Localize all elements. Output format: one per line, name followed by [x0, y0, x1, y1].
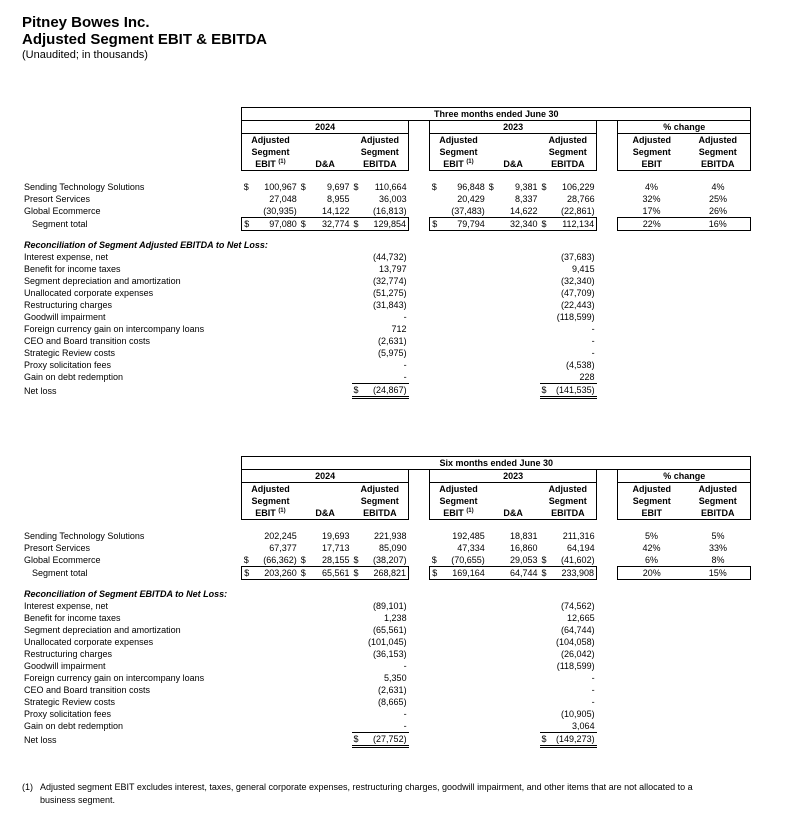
dollar-sign: $ [430, 218, 441, 231]
recon-current: - [403, 312, 407, 322]
recon-prior: (118,599) [556, 661, 595, 671]
recon-prior: - [591, 348, 595, 358]
col-label: Segment [360, 147, 399, 157]
recon-label: Restructuring charges [24, 649, 113, 659]
reconciliation-row [22, 347, 772, 359]
dollar-sign: $ [430, 567, 441, 580]
footnote-ref: (1) [278, 159, 286, 165]
recon-label: Strategic Review costs [24, 697, 116, 707]
reconciliation-row [22, 660, 772, 672]
pri-da: 32,340 [497, 218, 539, 231]
recon-current: (101,045) [368, 637, 407, 647]
pct-ebitda: 33% [709, 543, 728, 553]
col-label: Segment [360, 496, 399, 506]
dollar-sign: $ [243, 182, 249, 192]
segment-row [22, 205, 772, 218]
cur-ebitda: 36,003 [379, 194, 407, 204]
dollar-sign: $ [352, 567, 363, 580]
pri-ebit: (37,483) [451, 206, 485, 216]
reconciliation-title: Reconciliation of Segment EBITDA to Net Loss: [24, 589, 228, 599]
cur-da: 14,122 [322, 206, 350, 216]
dollar-sign: $ [242, 218, 253, 231]
net-loss-current: (27,752) [362, 733, 408, 747]
segment-name: Segment total [32, 219, 88, 229]
reconciliation-row [22, 624, 772, 636]
recon-label: Benefit for income taxes [24, 264, 121, 274]
segment-total-row [22, 567, 772, 580]
year-prior: 2023 [430, 121, 597, 134]
pri-ebitda: 28,766 [567, 194, 595, 204]
recon-prior: (10,905) [561, 709, 595, 719]
dollar-sign: $ [243, 555, 249, 565]
reconciliation-row [22, 612, 772, 624]
recon-label: Interest expense, net [24, 252, 109, 262]
recon-prior: - [591, 685, 595, 695]
recon-prior: (22,443) [561, 300, 595, 310]
col-head-da [299, 134, 352, 171]
dollar-sign: $ [540, 384, 551, 398]
recon-prior: (47,709) [561, 288, 595, 298]
col-head-da [487, 483, 540, 520]
net-loss-prior: (141,535) [550, 384, 596, 398]
footnote-marker: (1) [22, 782, 33, 792]
cur-ebit: 67,377 [269, 543, 297, 553]
reconciliation-row [22, 720, 772, 733]
pct-ebit: 22% [618, 218, 686, 231]
pri-ebit: 169,164 [440, 567, 486, 580]
cur-da: 9,697 [327, 182, 350, 192]
cur-ebit: 100,967 [264, 182, 297, 192]
recon-label: Strategic Review costs [24, 348, 116, 358]
pct-ebit: 6% [644, 555, 658, 565]
col-label: EBITDA [701, 508, 735, 518]
pri-da: 8,337 [515, 194, 538, 204]
recon-label: Proxy solicitation fees [24, 360, 112, 370]
reconciliation-row [22, 371, 772, 384]
recon-label: Foreign currency gain on intercompany loans [24, 673, 205, 683]
pri-ebitda: 106,229 [562, 182, 595, 192]
recon-prior: 228 [579, 372, 595, 382]
period-label: Six months ended June 30 [242, 457, 751, 470]
segment-name: Presort Services [24, 543, 91, 553]
pri-ebitda: 211,316 [562, 531, 595, 541]
recon-label: Segment depreciation and amortization [24, 625, 181, 635]
dollar-sign: $ [541, 555, 547, 565]
col-label: D&A [503, 508, 523, 518]
col-head-da [299, 483, 352, 520]
recon-prior: - [591, 697, 595, 707]
dollar-sign: $ [431, 555, 437, 565]
pri-da: 18,831 [510, 531, 538, 541]
pct-ebit: 17% [642, 206, 661, 216]
recon-prior: (74,562) [561, 601, 595, 611]
pri-ebit: 96,848 [457, 182, 485, 192]
year-current: 2024 [242, 121, 409, 134]
net-loss-current: (24,867) [362, 384, 408, 398]
recon-prior: - [591, 336, 595, 346]
pri-ebit: (70,655) [451, 555, 485, 565]
dollar-sign: $ [242, 567, 253, 580]
col-head-pct-ebitda [685, 134, 750, 171]
reconciliation-row [22, 311, 772, 323]
recon-prior: (104,058) [556, 637, 595, 647]
pct-ebit: 42% [642, 543, 661, 553]
reconciliation-row [22, 335, 772, 347]
dollar-sign: $ [353, 555, 359, 565]
col-label: D&A [315, 159, 335, 169]
col-label: Adjusted [548, 484, 588, 494]
col-head-ebit [430, 483, 487, 520]
recon-label: Foreign currency gain on intercompany loans [24, 324, 205, 334]
reconciliation-row [22, 263, 772, 275]
recon-label: Gain on debt redemption [24, 721, 124, 732]
pct-ebitda: 8% [711, 555, 725, 565]
recon-current: (36,153) [373, 649, 407, 659]
recon-label: Segment depreciation and amortization [24, 276, 181, 286]
col-label: Segment [251, 496, 290, 506]
col-label: EBITDA [551, 508, 585, 518]
col-head-spacer [242, 134, 299, 171]
recon-current: (2,631) [378, 336, 407, 346]
footnote-line-2: business segment. [40, 795, 116, 805]
pct-ebit: 20% [618, 567, 686, 580]
segment-total-row [22, 218, 772, 231]
col-label: Segment [439, 147, 478, 157]
recon-current: (31,843) [373, 300, 407, 310]
footnote-ref: (1) [466, 508, 474, 514]
cur-da: 65,561 [309, 567, 351, 580]
recon-label: CEO and Board transition costs [24, 685, 151, 695]
recon-current: (51,275) [373, 288, 407, 298]
col-label: EBITDA [551, 159, 585, 169]
col-head-ebit [430, 134, 487, 171]
col-label: Adjusted [698, 484, 738, 494]
col-head-ebitda [540, 134, 597, 171]
col-label: Adjusted [632, 135, 671, 145]
reconciliation-row [22, 684, 772, 696]
pct-ebitda: 4% [711, 182, 725, 192]
recon-current: 13,797 [379, 264, 407, 274]
reconciliation-row [22, 672, 772, 684]
pct-ebitda: 25% [709, 194, 728, 204]
report-title: Adjusted Segment EBIT & EBITDA [22, 31, 268, 48]
recon-label: Goodwill impairment [24, 312, 106, 322]
segment-row [22, 542, 772, 554]
pct-ebit: 5% [644, 531, 658, 541]
cur-da: 19,693 [322, 531, 350, 541]
col-head-pct-ebit [618, 483, 686, 520]
dollar-sign: $ [299, 567, 310, 580]
segment-name: Global Ecommerce [24, 206, 101, 217]
recon-label: Unallocated corporate expenses [24, 288, 154, 298]
cur-ebit: (30,935) [263, 206, 297, 216]
col-label: Segment [251, 147, 290, 157]
col-label: EBIT [255, 508, 276, 518]
recon-current: (65,561) [373, 625, 407, 635]
recon-prior: (32,340) [561, 276, 595, 286]
net-loss-label: Net loss [24, 385, 57, 396]
col-label: Adjusted [548, 135, 588, 145]
dollar-sign: $ [540, 218, 551, 231]
dollar-sign: $ [353, 182, 359, 192]
col-label: Adjusted [632, 484, 671, 494]
footnote-ref: (1) [466, 159, 474, 165]
col-head-pct-ebitda [685, 483, 750, 520]
col-label: EBIT [443, 159, 464, 169]
pct-ebitda: 26% [709, 206, 728, 216]
dollar-sign: $ [300, 555, 306, 565]
pri-ebitda: (41,602) [561, 555, 595, 565]
cur-ebitda: (38,207) [373, 555, 407, 565]
col-label: EBIT [641, 508, 662, 518]
reconciliation-title: Reconciliation of Segment Adjusted EBITDA to Net Loss: [24, 240, 268, 250]
pct-ebit: 32% [642, 194, 661, 204]
segment-row [22, 554, 772, 567]
col-label: EBIT [443, 508, 464, 518]
col-head-spacer [242, 483, 299, 520]
company-name: Pitney Bowes Inc. [22, 14, 150, 31]
col-head-pct-ebit [618, 134, 686, 171]
reconciliation-row [22, 696, 772, 708]
recon-label: CEO and Board transition costs [24, 336, 151, 346]
report-subtitle: (Unaudited; in thousands) [22, 49, 148, 61]
col-label: Segment [439, 496, 478, 506]
reconciliation-row [22, 251, 772, 263]
recon-current: 5,350 [384, 673, 407, 683]
col-label: Segment [698, 147, 737, 157]
net-loss-row [22, 384, 772, 398]
pct-change-header: % change [618, 121, 751, 134]
footnote-ref: (1) [278, 508, 286, 514]
col-label: EBITDA [701, 159, 735, 169]
segment-name: Presort Services [24, 194, 91, 204]
cur-da: 8,955 [327, 194, 350, 204]
col-head-ebitda [352, 483, 409, 520]
recon-current: (8,665) [378, 697, 407, 707]
cur-da: 32,774 [309, 218, 351, 231]
col-label: Adjusted [251, 135, 290, 145]
cur-ebit: 202,245 [264, 531, 297, 541]
dollar-sign: $ [541, 182, 547, 192]
col-label: Segment [548, 147, 587, 157]
col-label: Adjusted [439, 135, 478, 145]
pri-ebitda: 112,134 [550, 218, 596, 231]
segment-name: Sending Technology Solutions [24, 182, 145, 192]
cur-ebitda: 268,821 [362, 567, 408, 580]
pct-ebit: 4% [644, 182, 658, 192]
pri-da: 14,622 [510, 206, 538, 216]
recon-current: 712 [391, 324, 407, 334]
recon-label: Interest expense, net [24, 601, 109, 611]
recon-label: Benefit for income taxes [24, 613, 121, 623]
dollar-sign: $ [488, 182, 494, 192]
col-head-ebitda [540, 483, 597, 520]
pri-ebit: 79,794 [440, 218, 486, 231]
recon-current: - [403, 372, 407, 382]
col-label: EBITDA [363, 159, 397, 169]
recon-prior: 12,665 [567, 613, 595, 623]
recon-prior: - [591, 324, 595, 334]
pri-da: 9,381 [515, 182, 538, 192]
col-label: EBIT [641, 159, 662, 169]
segment-row [22, 181, 772, 193]
recon-prior: (118,599) [556, 312, 595, 322]
cur-da: 17,713 [322, 543, 350, 553]
recon-label: Unallocated corporate expenses [24, 637, 154, 647]
recon-current: 1,238 [384, 613, 407, 623]
segment-name: Global Ecommerce [24, 555, 101, 566]
pri-ebitda: (22,861) [561, 206, 595, 216]
cur-ebitda: 110,664 [374, 182, 407, 192]
recon-current: (44,732) [373, 252, 407, 262]
recon-prior: (64,744) [561, 625, 595, 635]
reconciliation-row [22, 287, 772, 299]
net-loss-prior: (149,273) [550, 733, 596, 747]
recon-current: (32,774) [373, 276, 407, 286]
cur-ebitda: 221,938 [374, 531, 407, 541]
dollar-sign: $ [540, 567, 551, 580]
col-label: Adjusted [698, 135, 738, 145]
reconciliation-row [22, 275, 772, 287]
dollar-sign: $ [352, 733, 363, 747]
col-label: Segment [632, 147, 671, 157]
recon-current: - [403, 360, 407, 370]
cur-ebit: 97,080 [252, 218, 298, 231]
col-head-ebitda [352, 134, 409, 171]
recon-prior: 3,064 [572, 721, 595, 731]
net-loss-label: Net loss [24, 734, 57, 745]
reconciliation-row [22, 648, 772, 660]
q-table [22, 107, 772, 399]
period-label: Three months ended June 30 [242, 108, 751, 121]
col-label: Segment [698, 496, 737, 506]
footnote [22, 781, 762, 807]
dollar-sign: $ [352, 218, 363, 231]
reconciliation-row [22, 600, 772, 612]
recon-label: Gain on debt redemption [24, 372, 124, 383]
pct-ebitda: 15% [685, 567, 750, 580]
dollar-sign: $ [352, 384, 363, 398]
pri-ebit: 47,334 [457, 543, 485, 553]
recon-label: Restructuring charges [24, 300, 113, 310]
recon-current: - [403, 709, 407, 719]
reconciliation-row [22, 359, 772, 371]
recon-current: (89,101) [373, 601, 407, 611]
cur-ebit: 203,260 [252, 567, 298, 580]
recon-current: - [403, 661, 407, 671]
dollar-sign: $ [540, 733, 551, 747]
net-loss-row [22, 733, 772, 747]
col-label: Adjusted [360, 484, 400, 494]
segment-name: Segment total [32, 568, 88, 578]
year-current: 2024 [242, 470, 409, 483]
dollar-sign: $ [431, 182, 437, 192]
segment-row [22, 193, 772, 205]
cur-ebitda: 85,090 [379, 543, 407, 553]
cur-ebit: 27,048 [269, 194, 297, 204]
pct-change-header: % change [618, 470, 751, 483]
pri-da: 29,053 [510, 555, 538, 565]
pri-ebit: 20,429 [457, 194, 485, 204]
recon-prior: - [591, 673, 595, 683]
recon-label: Goodwill impairment [24, 661, 106, 671]
col-label: D&A [315, 508, 335, 518]
col-label: Adjusted [251, 484, 290, 494]
pri-da: 64,744 [497, 567, 539, 580]
reconciliation-row [22, 323, 772, 335]
year-prior: 2023 [430, 470, 597, 483]
col-label: Segment [632, 496, 671, 506]
pct-ebitda: 16% [685, 218, 750, 231]
segment-row [22, 530, 772, 542]
col-label: D&A [503, 159, 523, 169]
col-label: Segment [548, 496, 587, 506]
footnote-line-1: Adjusted segment EBIT excludes interest, taxes, general corporate expenses, restructuring charges, goodwill impairment, and other items that are not allocated to a [40, 782, 693, 792]
dollar-sign: $ [300, 182, 306, 192]
cur-ebitda: 129,854 [362, 218, 408, 231]
reconciliation-row [22, 636, 772, 648]
cur-da: 28,155 [322, 555, 350, 565]
pri-da: 16,860 [510, 543, 538, 553]
segment-name: Sending Technology Solutions [24, 531, 145, 541]
reconciliation-row [22, 299, 772, 311]
pri-ebitda: 64,194 [567, 543, 595, 553]
cur-ebit: (66,362) [263, 555, 297, 565]
col-head-da [487, 134, 540, 171]
recon-current: - [403, 721, 407, 731]
cur-ebitda: (16,813) [373, 206, 407, 216]
recon-prior: (26,042) [561, 649, 595, 659]
recon-prior: (37,683) [561, 252, 595, 262]
recon-current: (2,631) [378, 685, 407, 695]
h-table [22, 456, 772, 748]
recon-current: (5,975) [378, 348, 407, 358]
dollar-sign: $ [299, 218, 310, 231]
pct-ebitda: 5% [711, 531, 725, 541]
col-label: Adjusted [360, 135, 400, 145]
recon-prior: 9,415 [572, 264, 595, 274]
reconciliation-row [22, 708, 772, 720]
col-label: EBIT [255, 159, 276, 169]
recon-label: Proxy solicitation fees [24, 709, 112, 719]
col-label: EBITDA [363, 508, 397, 518]
pri-ebit: 192,485 [452, 531, 485, 541]
recon-prior: (4,538) [566, 360, 595, 370]
col-label: Adjusted [439, 484, 478, 494]
pri-ebitda: 233,908 [550, 567, 596, 580]
